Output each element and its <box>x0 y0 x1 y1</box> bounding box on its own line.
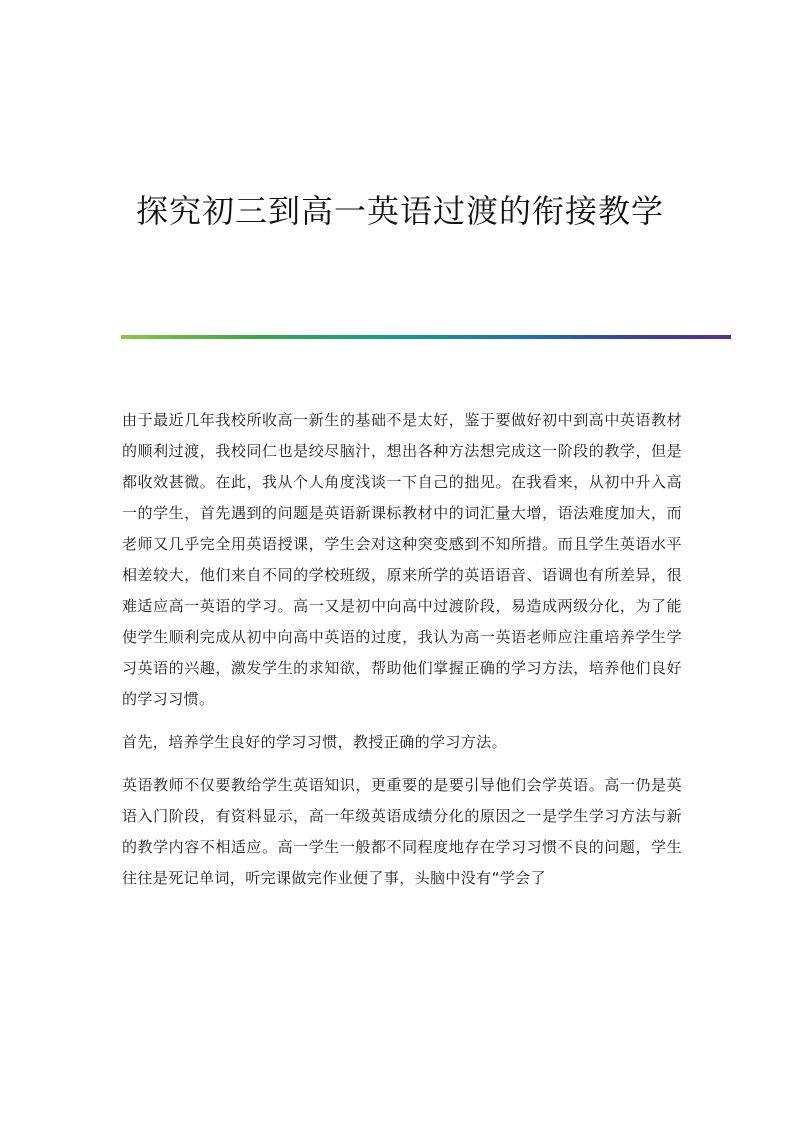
document-title: 探究初三到高一英语过渡的衔接教学 <box>135 192 664 230</box>
paragraph-teaching-methods: 英语教师不仅要教给学生英语知识，更重要的是要引导他们会学英语。高一仍是英语入门阶段，有资料显示，高一年级英语成绩分化的原因之一是学生学习方法与新的教学内容不相适应。高一学生一般都不同程度地存在学习习惯不良的问题，学生往往是死记单词，听完课做完作业便了事，头脑中没有“学会了 <box>122 776 682 887</box>
paragraph-first-point: 首先，培养学生良好的学习习惯，教授正确的学习方法。 <box>122 733 508 751</box>
paragraph-intro: 由于最近几年我校所收高一新生的基础不是太好，鉴于要做好初中到高中英语教材的顺利过渡，我校同仁也是绞尽脑汁，想出各种方法想完成这一阶段的教学，但是都收效甚微。在此，我从个人角度浅谈一下自己的拙见。在我看来，从初中升入高一的学生，首先遇到的问题是英语新课标教材中的词汇量大增，语法难度加大，而老师又几乎完全用英语授课，学生会对这种突变感到不知所措。而且学生英语水平相差较大，他们来自不同的学校班级，原来所学的英语语音、语调也有所差异，很难适应高一英语的学习。高一又是初中向高中过渡阶段，易造成两级分化，为了能使学生顺利完成从初中向高中英语的过度，我认为高一英语老师应注重培养学生学习英语的兴趣，激发学生的求知欲，帮助他们掌握正确的学习方法，培养他们良好的学习习惯。 <box>122 411 682 708</box>
document-body <box>122 405 682 906</box>
gradient-divider <box>121 335 731 339</box>
